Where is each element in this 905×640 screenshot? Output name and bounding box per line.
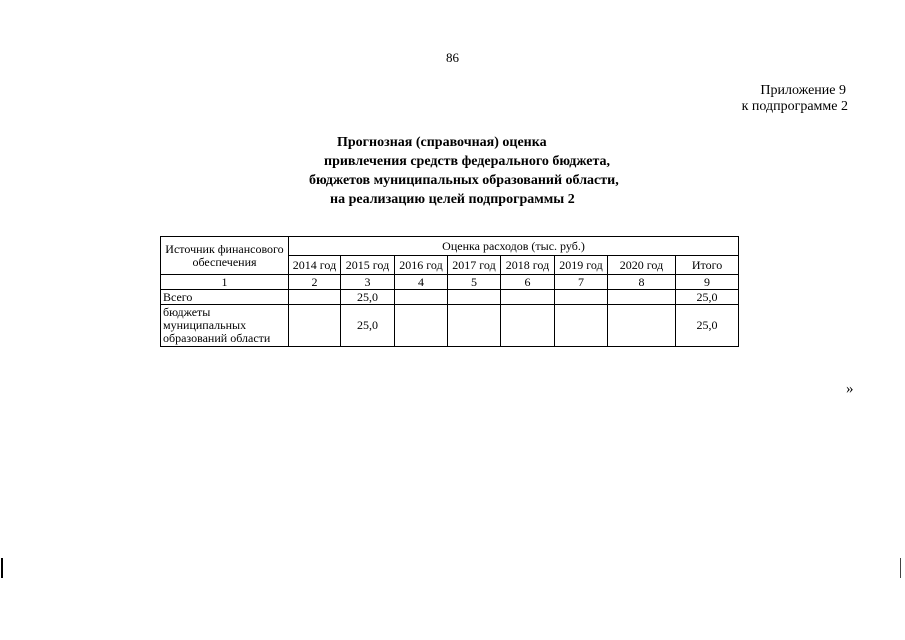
table-cell <box>608 290 676 305</box>
appendix-line-1: Приложение 9 <box>760 83 846 98</box>
table-cell <box>289 290 341 305</box>
title-line-4: на реализацию целей подпрограммы 2 <box>330 192 575 207</box>
year-header: 2020 год <box>608 256 676 275</box>
table-row <box>161 290 739 305</box>
table-cell <box>448 305 501 347</box>
appendix-label <box>742 83 848 115</box>
estimate-header: Оценка расходов (тыс. руб.) <box>289 237 739 256</box>
table-row <box>161 305 739 347</box>
year-header: 2017 год <box>448 256 501 275</box>
total-header: Итого <box>676 256 739 275</box>
table-cell <box>555 290 608 305</box>
column-number: 2 <box>289 275 341 290</box>
column-number: 4 <box>395 275 448 290</box>
source-header: Источник финансового обеспечения <box>161 237 289 275</box>
column-number-row <box>161 275 739 290</box>
table-cell <box>501 290 555 305</box>
column-number: 3 <box>341 275 395 290</box>
year-header: 2018 год <box>501 256 555 275</box>
column-number: 5 <box>448 275 501 290</box>
year-header: 2019 год <box>555 256 608 275</box>
table-cell <box>395 305 448 347</box>
title-line-1: Прогнозная (справочная) оценка <box>337 135 547 150</box>
table-header-row-1 <box>161 237 739 256</box>
row-total: 25,0 <box>676 290 739 305</box>
closing-quote: » <box>846 381 854 397</box>
table-cell <box>395 290 448 305</box>
title-line-3: бюджетов муниципальных образований области, <box>309 173 619 188</box>
table-cell <box>608 305 676 347</box>
scan-edge-mark <box>900 558 901 578</box>
table-cell <box>555 305 608 347</box>
column-number: 1 <box>161 275 289 290</box>
table-cell <box>289 305 341 347</box>
column-number: 7 <box>555 275 608 290</box>
row-name: Всего <box>161 290 289 305</box>
column-number: 8 <box>608 275 676 290</box>
row-total: 25,0 <box>676 305 739 347</box>
table-cell: 25,0 <box>341 290 395 305</box>
year-header: 2016 год <box>395 256 448 275</box>
title-line-2: привлечения средств федерального бюджета, <box>324 154 611 169</box>
document-title <box>300 133 619 209</box>
table-cell <box>501 305 555 347</box>
table-cell <box>448 290 501 305</box>
column-number: 9 <box>676 275 739 290</box>
column-number: 6 <box>501 275 555 290</box>
scan-edge-mark <box>1 558 3 578</box>
year-header: 2015 год <box>341 256 395 275</box>
page-number: 86 <box>446 50 459 65</box>
year-header: 2014 год <box>289 256 341 275</box>
appendix-line-2: к подпрограмме 2 <box>741 99 848 114</box>
row-name: бюджеты муниципальных образований области <box>161 305 289 347</box>
table-cell: 25,0 <box>341 305 395 347</box>
financing-table <box>160 236 739 347</box>
